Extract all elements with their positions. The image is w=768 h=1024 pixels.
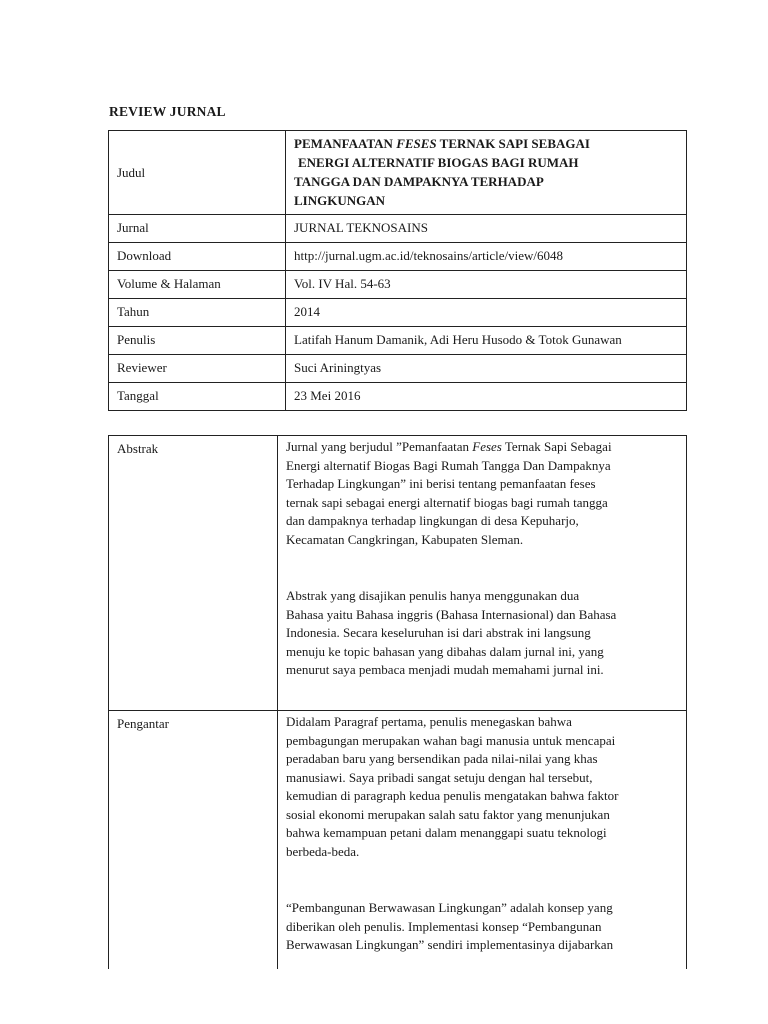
abstrak-paragraph-2: [286, 587, 678, 680]
text-line: sosial ekonomi merupakan salah satu faktor yang menunjukan: [286, 806, 610, 822]
abstrak-label: Abstrak: [109, 436, 278, 711]
judul-label: Judul: [109, 131, 286, 215]
table-row-jurnal: [109, 215, 687, 243]
text-line: bahwa kemampuan petani dalam menanggapi suatu teknologi: [286, 825, 607, 840]
table-row-reviewer: [109, 355, 687, 383]
judul-line: ENERGI ALTERNATIF BIOGAS BAGI RUMAH: [298, 155, 579, 170]
penulis-label: Penulis: [109, 327, 286, 355]
page-heading: REVIEW JURNAL: [109, 104, 226, 119]
tahun-value: 2014: [286, 299, 687, 327]
jurnal-label: Jurnal: [109, 215, 286, 243]
judul-line: LINGKUNGAN: [294, 193, 386, 208]
table-row-tahun: [109, 299, 687, 327]
text-line: pembagungan merupakan wahan bagi manusia untuk mencapai: [286, 732, 616, 748]
table-row-penulis: [109, 327, 687, 355]
text-line: Terhadap Lingkungan” ini berisi tentang pemanfaatan feses: [286, 476, 596, 491]
text-line: ternak sapi sebagai energi alternatif biogas bagi rumah tangga: [286, 494, 608, 510]
text-line: menuju ke topic bahasan yang dibahas dalam jurnal ini, yang: [286, 643, 604, 659]
tanggal-label: Tanggal: [109, 383, 286, 411]
table-row-download: [109, 243, 687, 271]
pengantar-paragraph-2: [286, 899, 678, 955]
text-line: Bahasa yaitu Bahasa inggris (Bahasa Internasional) dan Bahasa: [286, 606, 617, 622]
text-line: “Pembangunan Berwawasan Lingkungan” adalah konsep yang: [286, 900, 613, 915]
text-line: peradaban baru yang bersendikan pada nilai-nilai yang khas: [286, 751, 598, 766]
volume-value: Vol. IV Hal. 54-63: [286, 271, 687, 299]
table-row-pengantar: [109, 711, 687, 970]
text-line: diberikan oleh penulis. Implementasi konsep “Pembangunan: [286, 918, 602, 934]
download-link[interactable]: http://jurnal.ugm.ac.id/teknosains/article/view/6048: [286, 243, 687, 271]
table-row-tanggal: [109, 383, 687, 411]
text-line: berbeda-beda.: [286, 843, 360, 859]
journal-meta-table: [108, 130, 687, 411]
text-line: menurut saya pembaca menjadi mudah memahami jurnal ini.: [286, 662, 604, 677]
text-line: kemudian di paragraph kedua penulis mengatakan bahwa faktor: [286, 788, 619, 803]
text-line: Kecamatan Cangkringan, Kabupaten Sleman.: [286, 531, 524, 547]
pengantar-text: [278, 711, 687, 970]
tanggal-value: 23 Mei 2016: [286, 383, 687, 411]
reviewer-label: Reviewer: [109, 355, 286, 383]
text-line: dan dampaknya terhadap lingkungan di desa Kepuharjo,: [286, 513, 579, 528]
penulis-value: Latifah Hanum Damanik, Adi Heru Husodo & Totok Gunawan: [286, 327, 687, 355]
judul-value: [286, 131, 687, 215]
pengantar-label: Pengantar: [109, 711, 278, 970]
text-line: Berwawasan Lingkungan” sendiri implementasinya dijabarkan: [286, 937, 614, 952]
text-line: Energi alternatif Biogas Bagi Rumah Tangga Dan Dampaknya: [286, 457, 611, 473]
download-label: Download: [109, 243, 286, 271]
text-line: manusiawi. Saya pribadi sangat setuju dengan hal tersebut,: [286, 769, 593, 785]
judul-line: PEMANFAATAN FESES TERNAK SAPI SEBAGAI: [294, 136, 590, 151]
volume-label: Volume & Halaman: [109, 271, 286, 299]
abstrak-text: [278, 436, 687, 711]
text-line: Abstrak yang disajikan penulis hanya menggunakan dua: [286, 588, 580, 603]
abstrak-paragraph-1: [286, 438, 678, 549]
jurnal-value: JURNAL TEKNOSAINS: [286, 215, 687, 243]
review-body-table: [108, 435, 687, 969]
text-line: Indonesia. Secara keseluruhan isi dari abstrak ini langsung: [286, 625, 591, 640]
table-row-volume: [109, 271, 687, 299]
tahun-label: Tahun: [109, 299, 286, 327]
text-line: Didalam Paragraf pertama, penulis menegaskan bahwa: [286, 714, 572, 729]
reviewer-value: Suci Ariningtyas: [286, 355, 687, 383]
table-row-abstrak: [109, 436, 687, 711]
judul-line: TANGGA DAN DAMPAKNYA TERHADAP: [294, 174, 544, 189]
pengantar-paragraph-1: [286, 713, 678, 861]
table-row-judul: [109, 131, 687, 215]
text-line: Jurnal yang berjudul ”Pemanfaatan Feses Ternak Sapi Sebagai: [286, 439, 612, 454]
